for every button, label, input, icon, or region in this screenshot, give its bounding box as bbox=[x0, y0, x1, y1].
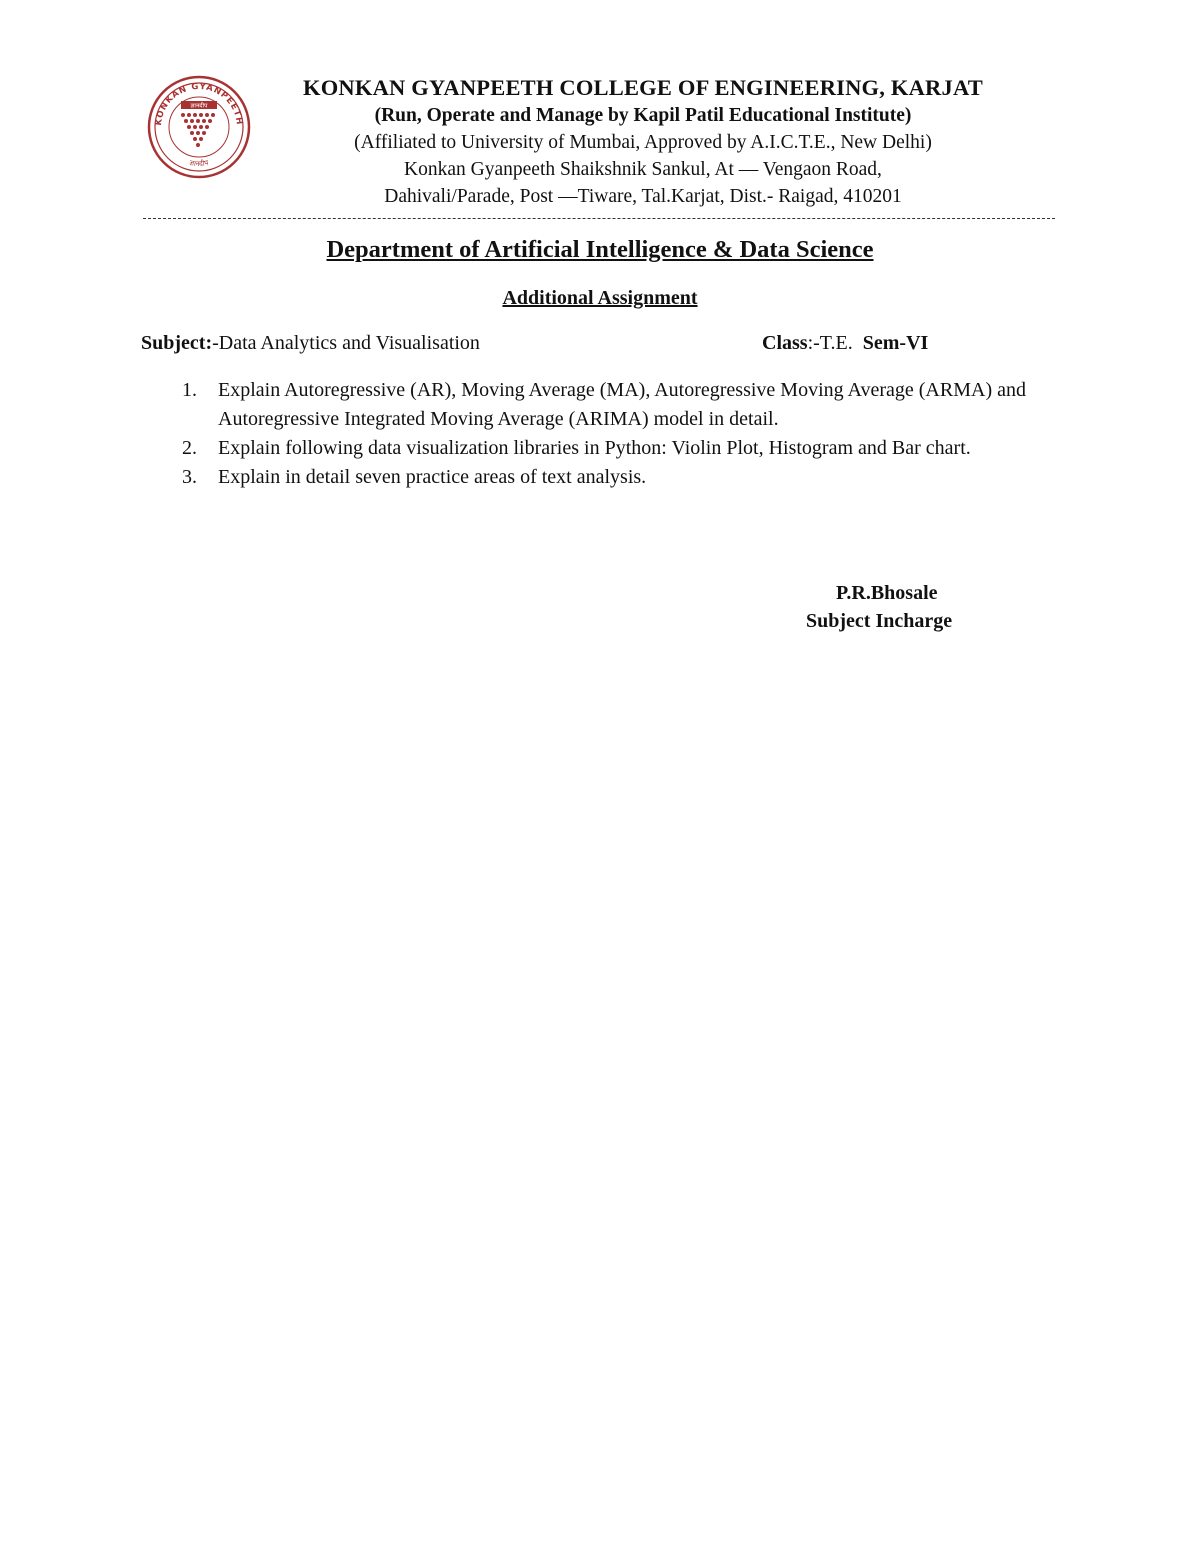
assignment-title: Additional Assignment bbox=[502, 287, 698, 309]
signatory-name: P.R.Bhosale bbox=[836, 582, 938, 604]
seal-ring-text-bottom: ज्ञानदीप bbox=[188, 158, 210, 169]
college-name: KONKAN GYANPEETH COLLEGE OF ENGINEERING, KARJAT bbox=[303, 75, 983, 100]
header-divider bbox=[143, 218, 1055, 219]
question-number: 1. bbox=[182, 379, 197, 401]
address-line-1: Konkan Gyanpeeth Shaikshnik Sankul, At — Vengaon Road, bbox=[404, 159, 882, 180]
affiliation-line: (Affiliated to University of Mumbai, Approved by A.I.C.T.E., New Delhi) bbox=[354, 132, 932, 153]
list-item bbox=[182, 434, 1062, 463]
subject-label: Subject: bbox=[141, 332, 213, 354]
question-text: Explain Autoregressive (AR), Moving Average (MA), Autoregressive Moving Average (ARMA) and Autoregressive Integrated Moving Average (ARIMA) model in detail. bbox=[218, 379, 1026, 430]
signatory-title: Subject Incharge bbox=[806, 610, 953, 632]
department-title: Department of Artificial Intelligence & Data Science bbox=[326, 236, 874, 263]
address-line-2: Dahivali/Parade, Post —Tiware, Tal.Karjat, Dist.- Raigad, 410201 bbox=[384, 186, 902, 207]
list-item bbox=[182, 463, 1062, 492]
semester-value: Sem-VI bbox=[862, 332, 929, 354]
seal-ring-text-top: KONKAN GYANPEETH bbox=[153, 81, 245, 127]
question-text: Explain in detail seven practice areas of text analysis. bbox=[218, 466, 647, 488]
question-list bbox=[182, 376, 1062, 492]
list-item bbox=[182, 376, 1062, 434]
trust-line: (Run, Operate and Manage by Kapil Patil Educational Institute) bbox=[374, 105, 912, 126]
question-number: 3. bbox=[182, 466, 197, 488]
class-label: Class bbox=[762, 332, 808, 354]
college-seal-graphic bbox=[143, 74, 255, 180]
subject-line bbox=[141, 332, 480, 355]
class-value: :-T.E. bbox=[807, 332, 853, 354]
question-text: Explain following data visualization libraries in Python: Violin Plot, Histogram and Bar chart. bbox=[218, 437, 971, 459]
college-seal-icon bbox=[143, 74, 255, 180]
seal-banner-text: ज्ञानदीप bbox=[190, 102, 208, 110]
subject-value: -Data Analytics and Visualisation bbox=[212, 332, 480, 354]
class-line bbox=[762, 332, 928, 355]
question-number: 2. bbox=[182, 437, 197, 459]
letterhead bbox=[258, 74, 1028, 210]
